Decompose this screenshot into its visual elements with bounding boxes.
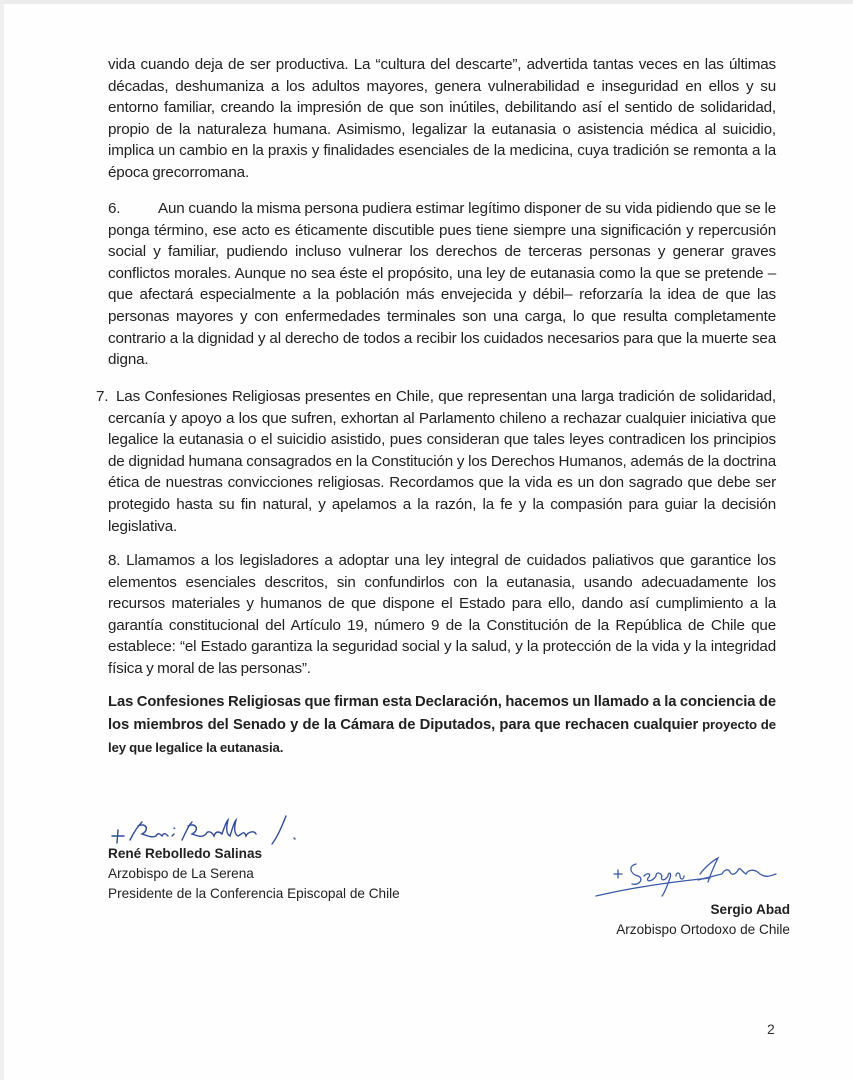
paragraph-7 xyxy=(96,386,776,537)
paragraph-continuation: vida cuando deja de ser productiva. La “cultura del descarte”, advertida tantas veces en las últimas décadas, deshumaniza a los adultos mayores, genera vulnerabilidad e inseguridad en ellos y su entorno familiar, creando la impresión de que son inútiles, debilitando así el sentido de solidaridad, propio de la naturaleza humana. Asimismo, legalizar la eutanasia o asistencia médica al suicidio, implica un cambio en la praxis y finalidades esenciales de la medicina, cuya tradición se remonta a la época grecorromana. xyxy=(108,56,776,181)
closing-text-tail: proyecto de ley que legalice la eutanasia. xyxy=(108,716,776,755)
paragraph-number: 7. xyxy=(96,388,109,405)
signatory-abad xyxy=(590,856,790,940)
paragraph-text: Llamamos a los legisladores a adoptar una ley integral de cuidados paliativos que garantice los elementos esenciales descritos, sin confundirlos con la eutanasia, usando adecuadamente los recursos materiales y humanos de que dispone el Estado para ello, dando así cumplimiento a la garantía constitucional del Artículo 19, número 9 de la Constitución de la República de Chile que establece: “el Estado garantiza la seguridad social y la salud, y la protección de la vida y la integridad física y moral de las personas”. xyxy=(108,552,776,677)
paragraph-text: Aun cuando la misma persona pudiera estimar legítimo disponer de su vida pidiendo que se le ponga término, ese acto es éticamente discutible pues tiene siempre una significación y repercusión social y familiar, pudiendo incluso vulnerar los derechos de terceras personas y generar graves conflictos morales. Aunque no sea éste el propósito, una ley de eutanasia como la que se pretende –que afectará especialmente a la población más envejecida y débil– reforzaría la idea de que las personas mayores y con enfermedades terminales son una carga, lo que resulta completamente contrario a la dignidad y al derecho de todos a recibir los cuidados necesarios para que la muerte sea digna. xyxy=(108,200,776,369)
handwritten-signature-icon xyxy=(108,812,448,844)
closing-statement xyxy=(108,692,776,759)
closing-text-main: Las Confesiones Religiosas que firman esta Declaración, hacemos un llamado a la conciencia de los miembros del Senado y de la Cámara de Diputados, para que rechacen cualquier xyxy=(108,694,776,733)
paragraph-8 xyxy=(108,550,776,680)
paragraph-number: 8. xyxy=(108,552,121,569)
paragraph-number: 6. xyxy=(108,200,121,217)
signatory-name: Sergio Abad xyxy=(710,902,790,917)
handwritten-signature-icon xyxy=(590,856,790,900)
signatory-role-secondary: Presidente de la Conferencia Episcopal de Chile xyxy=(108,886,400,901)
paragraph-text: Las Confesiones Religiosas presentes en Chile, que representan una larga tradición de solidaridad, cercanía y apoyo a los que sufren, exhortan al Parlamento chileno a rechazar cualquier iniciativa que legalice la eutanasia o el suicidio asistido, pues consideran que tales leyes contradicen los principios de dignidad humana consagrados en la Constitución y los Derechos Humanos, además de la doctrina ética de nuestras convicciones religiosas. Recordamos que la vida es un don sagrado que debe ser protegido hasta su fin natural, y apelamos a la razón, la fe y la compasión para guiar la decisión legislativa. xyxy=(108,388,776,535)
page-number: 2 xyxy=(767,1021,775,1037)
signatory-role: Arzobispo Ortodoxo de Chile xyxy=(616,922,790,937)
paragraph-6 xyxy=(108,198,776,371)
signatory-rebolledo xyxy=(108,812,448,904)
signatory-name: René Rebolledo Salinas xyxy=(108,846,263,861)
signatory-role: Arzobispo de La Serena xyxy=(108,866,254,881)
